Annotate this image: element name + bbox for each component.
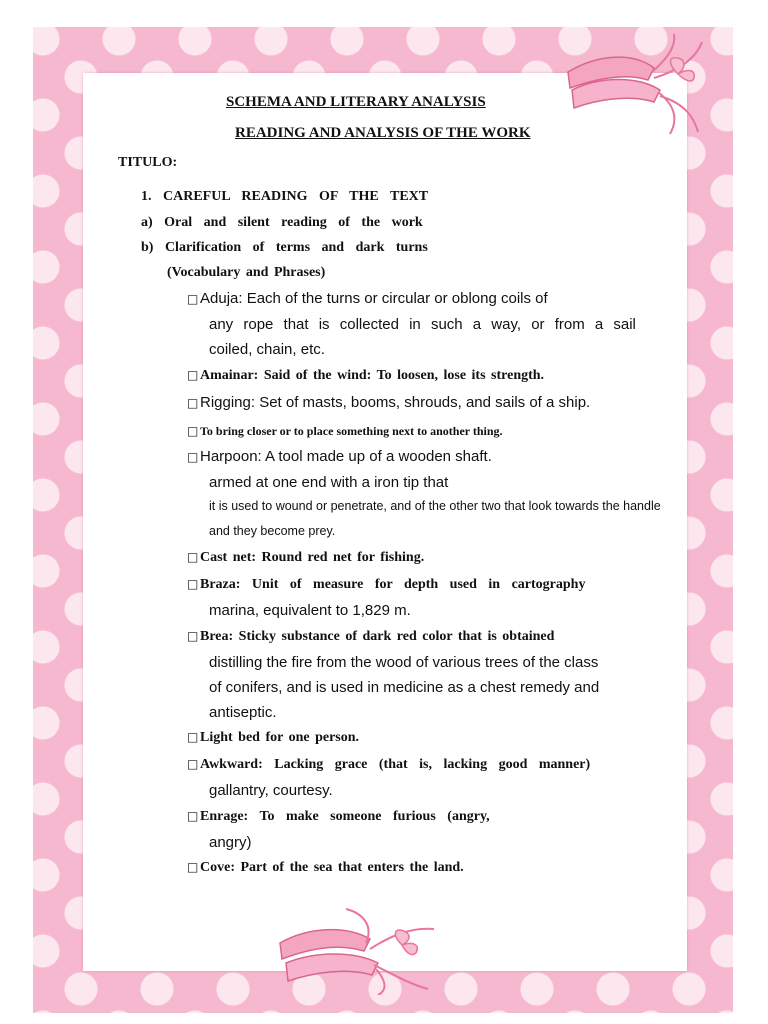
- checkbox-bullet-icon: □: [187, 757, 199, 771]
- titulo-label: TITULO:: [118, 155, 178, 170]
- checkbox-bullet-icon: □: [187, 550, 199, 564]
- glossary-continuation: marina, equivalent to 1,829 m.: [209, 602, 411, 619]
- checkbox-bullet-icon: □: [187, 809, 199, 823]
- glossary-continuation: gallantry, courtesy.: [209, 782, 333, 799]
- glossary-entry: □ Rigging: Set of masts, booms, shrouds, and sails of a ship.: [187, 394, 591, 411]
- glossary-entry: □ Harpoon: A tool made up of a wooden shaft.: [187, 448, 492, 465]
- checkbox-bullet-icon: □: [187, 629, 199, 643]
- glossary-entry: □ Amainar: Said of the wind: To loosen, lose its strength.: [187, 368, 545, 383]
- glossary-entry: □ Cove: Part of the sea that enters the land.: [187, 860, 464, 875]
- vocab-subheading: (Vocabulary and Phrases): [167, 265, 326, 280]
- checkbox-bullet-icon: □: [187, 860, 199, 874]
- glossary-continuation: angry): [209, 834, 252, 851]
- section-heading: 1. CAREFUL READING OF THE TEXT: [141, 189, 429, 204]
- glossary-entry: □ Cast net: Round red net for fishing.: [187, 550, 425, 565]
- page-paper: [83, 73, 687, 971]
- document-subtitle: READING AND ANALYSIS OF THE WORK: [235, 125, 531, 141]
- list-item-a: a) Oral and silent reading of the work: [141, 215, 423, 230]
- checkbox-bullet-icon: □: [187, 730, 199, 744]
- glossary-continuation: it is used to wound or penetrate, and of the other two that look towards the handle: [209, 499, 661, 513]
- glossary-entry: □ Braza: Unit of measure for depth used in cartography: [187, 577, 586, 592]
- glossary-entry: □ Aduja: Each of the turns or circular or oblong coils of: [187, 290, 548, 307]
- glossary-continuation: coiled, chain, etc.: [209, 341, 325, 358]
- document-title: SCHEMA AND LITERARY ANALYSIS: [226, 94, 486, 110]
- glossary-entry: □ Brea: Sticky substance of dark red color that is obtained: [187, 629, 555, 644]
- checkbox-bullet-icon: □: [187, 292, 199, 306]
- checkbox-bullet-icon: □: [187, 368, 199, 382]
- glossary-entry: □ Enrage: To make someone furious (angry,: [187, 809, 490, 824]
- checkbox-bullet-icon: □: [187, 450, 199, 464]
- glossary-entry: □ To bring closer or to place something next to another thing.: [187, 424, 503, 438]
- glossary-continuation: distilling the fire from the wood of various trees of the class: [209, 654, 599, 671]
- checkbox-bullet-icon: □: [187, 424, 199, 438]
- glossary-continuation: of conifers, and is used in medicine as a chest remedy and: [209, 679, 600, 696]
- ballet-shoes-icon: [262, 905, 442, 995]
- checkbox-bullet-icon: □: [187, 577, 199, 591]
- list-item-b: b) Clarification of terms and dark turns: [141, 240, 428, 255]
- glossary-continuation: armed at one end with a iron tip that: [209, 474, 449, 491]
- glossary-entry: □ Light bed for one person.: [187, 730, 360, 745]
- glossary-continuation: antiseptic.: [209, 704, 277, 721]
- glossary-continuation: any rope that is collected in such a way, or from a sail: [209, 316, 636, 333]
- checkbox-bullet-icon: □: [187, 396, 199, 410]
- ballet-shoes-icon: [548, 28, 708, 138]
- glossary-entry: □ Awkward: Lacking grace (that is, lacking good manner): [187, 757, 591, 772]
- glossary-continuation: and they become prey.: [209, 524, 336, 538]
